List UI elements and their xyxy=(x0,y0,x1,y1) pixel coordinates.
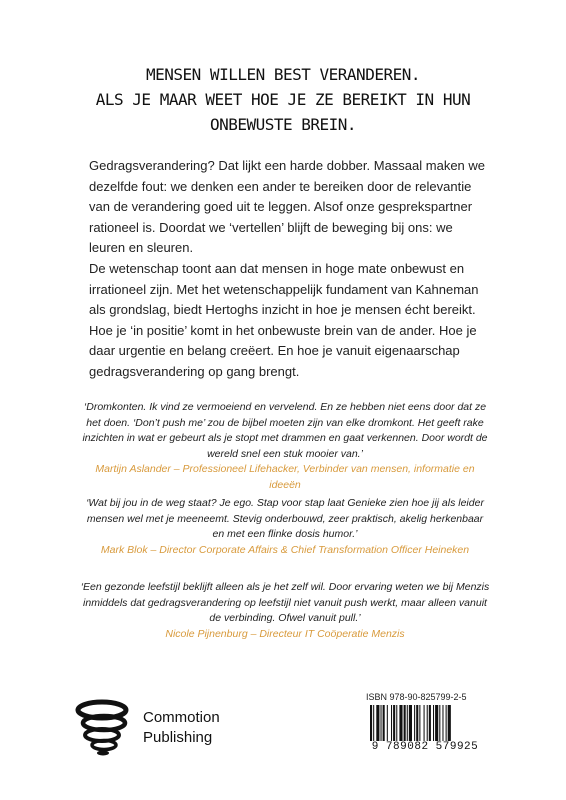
science-paragraph: De wetenschap toont aan dat mensen in hoge mate onbewust en irrationeel zijn. Met het wetenschappelijk fundament van Kahneman als grondslag, biedt Hertoghs inzicht in hoe je mensen écht bereikt. Hoe je ‘in positie’ komt in het onbewuste brein van de ander. Hoe je daar urgentie en belang creëert. En hoe je vanuit eigenaarschap gedragsverandering op gang brengt. xyxy=(89,261,479,379)
publisher-logo xyxy=(73,698,248,760)
headline-line-2: ALS JE MAAR WEET HOE JE ZE BEREIKT IN HUN xyxy=(95,90,471,109)
headline-line-3: ONBEWUSTE BREIN. xyxy=(209,115,357,134)
testimonial-text: ‘Een gezonde leefstijl beklijft alleen als je het zelf wil. Door ervaring weten we bij Menzis inmiddels dat gedragsverandering op leefstijl niet vanuit push werkt, maar alleen vanuit de verbinding. Ofwel vanuit pull.’ xyxy=(80,581,490,624)
isbn-barcode-block xyxy=(366,692,484,758)
publisher-name xyxy=(143,708,220,748)
testimonial xyxy=(80,496,490,558)
testimonial-text: ‘Dromkonten. Ik vind ze vermoeiend en vervelend. En ze hebben niet eens door dat ze het doen. ‘Don’t push me’ zou de bijbel moeten zijn van elke dromkont. Het geeft rake inzichten in wat er gebeurt als je stopt met drammen en gaat verkennen. Door wordt de wereld snel een stuk mooier van.’ xyxy=(82,401,488,460)
testimonial-text: ‘Wat bij jou in de weg staat? Je ego. Stap voor stap laat Genieke zien hoe jij als leider mensen wel met je meeneemt. Stevig onderbouwd, zeer praktisch, akelig herkenbaar en met een flinke dosis humor.’ xyxy=(86,497,484,540)
headline xyxy=(0,62,566,137)
isbn-label: ISBN 978-90-825799-2-5 xyxy=(366,692,467,702)
headline-line-1: MENSEN WILLEN BEST VERANDEREN. xyxy=(146,65,420,84)
testimonial-attribution: Mark Blok – Director Corporate Affairs & Chief Transformation Officer Heineken xyxy=(100,543,470,556)
testimonial xyxy=(80,580,490,642)
intro-paragraph: Gedragsverandering? Dat lijkt een harde dobber. Massaal maken we dezelfde fout: we denken een ander te bereiken door de relevantie van de verandering goed uit te leggen. Alsof onze gesprekspartner rationeel is. Doordat we ‘vertellen’ blijft de beweging bij ons: we leuren en sleuren. xyxy=(89,158,486,255)
testimonial-attribution: Martijn Aslander – Professioneel Lifehacker, Verbinder van mensen, informatie en ideeën xyxy=(95,463,475,491)
publisher-name-line-1: Commotion xyxy=(143,709,220,726)
testimonial xyxy=(80,400,490,493)
testimonial-attribution: Nicole Pijnenburg – Directeur IT Coöperatie Menzis xyxy=(165,627,405,640)
barcode-digits: 9 789082 579925 xyxy=(366,741,484,753)
spiral-logo-icon xyxy=(73,698,135,760)
publisher-name-line-2: Publishing xyxy=(143,729,213,746)
